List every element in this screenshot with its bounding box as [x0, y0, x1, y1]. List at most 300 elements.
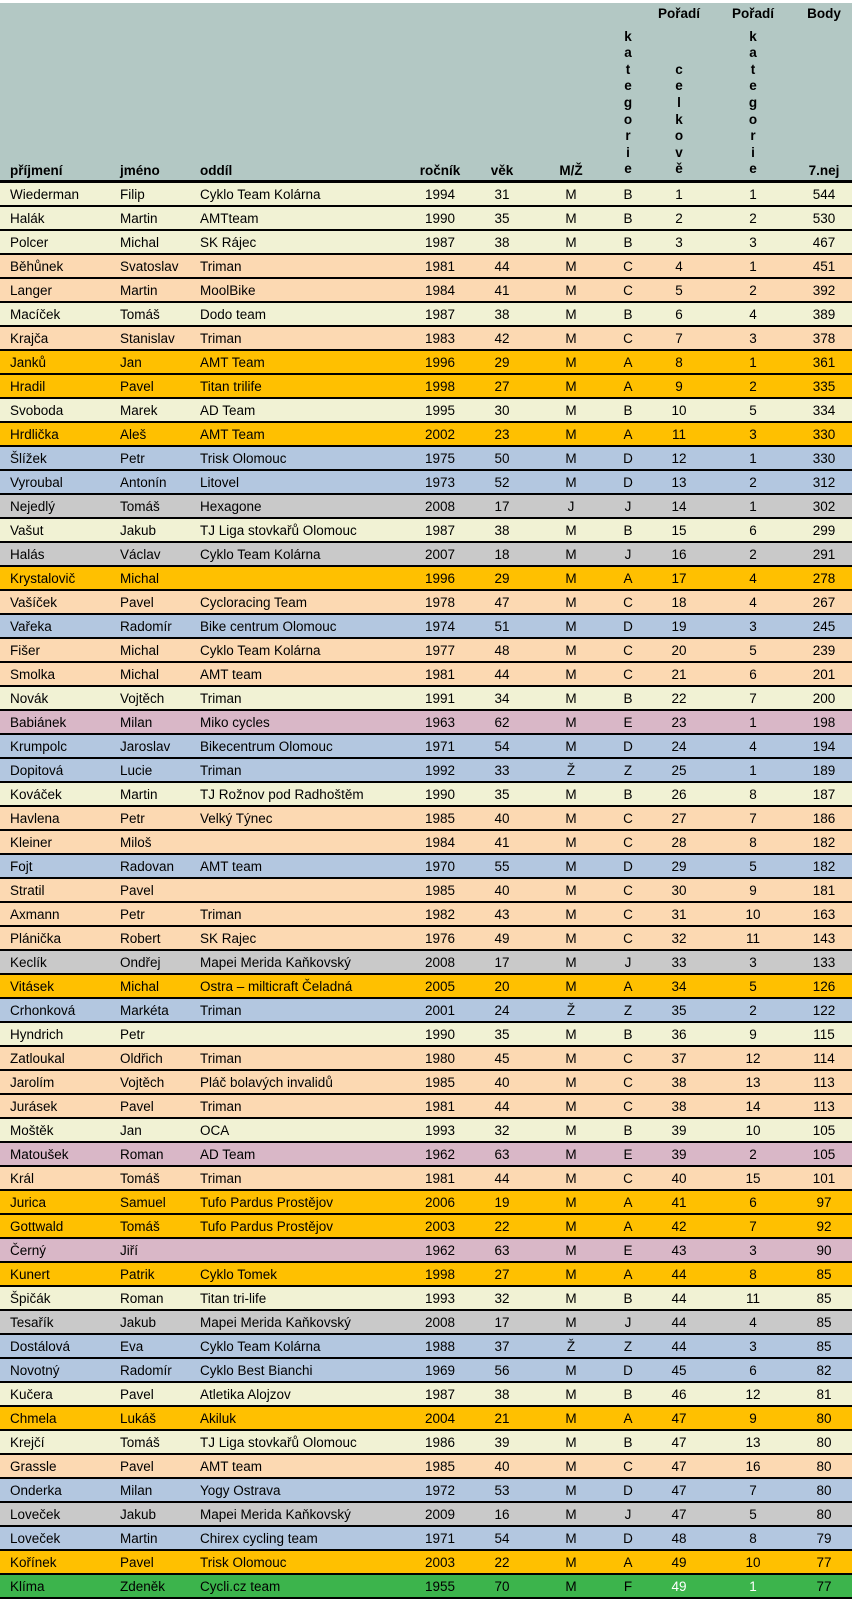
cell-points: 80 [796, 1478, 852, 1502]
cell-name: Martin [110, 278, 190, 302]
cell-points: 544 [796, 182, 852, 207]
cell-club: Trisk Olomouc [190, 1550, 410, 1574]
cell-rank-overall: 20 [648, 638, 710, 662]
cell-age: 32 [470, 1118, 534, 1142]
cell-name: Michal [110, 566, 190, 590]
cell-year: 1987 [410, 1382, 470, 1406]
table-row [0, 1526, 852, 1550]
cell-surname: Vařeka [0, 614, 110, 638]
cell-surname: Dopitová [0, 758, 110, 782]
cell-age: 30 [470, 398, 534, 422]
cell-rank-category: 9 [710, 1406, 796, 1430]
cell-year: 1971 [410, 734, 470, 758]
cell-points: 90 [796, 1238, 852, 1262]
cell-surname: Keclík [0, 950, 110, 974]
table-row [0, 1382, 852, 1406]
cell-rank-overall: 24 [648, 734, 710, 758]
cell-year: 2004 [410, 1406, 470, 1430]
cell-category: A [608, 374, 648, 398]
table-row [0, 1478, 852, 1502]
cell-gender: M [534, 278, 608, 302]
cell-age: 40 [470, 1454, 534, 1478]
table-row [0, 758, 852, 782]
cell-gender: M [534, 566, 608, 590]
cell-gender: M [534, 542, 608, 566]
header-year [410, 3, 470, 182]
cell-club: Dodo team [190, 302, 410, 326]
cell-name: Milan [110, 710, 190, 734]
cell-club: AMT Team [190, 422, 410, 446]
cell-age: 19 [470, 1190, 534, 1214]
cell-points: 182 [796, 830, 852, 854]
cell-rank-overall: 25 [648, 758, 710, 782]
cell-name: Jan [110, 350, 190, 374]
cell-rank-overall: 29 [648, 854, 710, 878]
cell-points: 302 [796, 494, 852, 518]
cell-surname: Matoušek [0, 1142, 110, 1166]
cell-rank-category: 8 [710, 1526, 796, 1550]
cell-gender: M [534, 614, 608, 638]
cell-category: D [608, 1526, 648, 1550]
cell-rank-category: 8 [710, 1262, 796, 1286]
cell-year: 1976 [410, 926, 470, 950]
cell-age: 39 [470, 1430, 534, 1454]
cell-name: Martin [110, 206, 190, 230]
table-row [0, 1046, 852, 1070]
cell-rank-category: 6 [710, 1358, 796, 1382]
cell-club: Titan tri-life [190, 1286, 410, 1310]
cell-club: Triman [190, 1094, 410, 1118]
cell-points: 392 [796, 278, 852, 302]
cell-age: 17 [470, 494, 534, 518]
cell-name: Pavel [110, 1094, 190, 1118]
cell-name: Martin [110, 1526, 190, 1550]
cell-rank-category: 1 [710, 1574, 796, 1598]
cell-year: 1984 [410, 278, 470, 302]
cell-gender: M [534, 830, 608, 854]
cell-gender: M [534, 1070, 608, 1094]
cell-points: 80 [796, 1430, 852, 1454]
cell-surname: Moštěk [0, 1118, 110, 1142]
cell-gender: M [534, 1190, 608, 1214]
cell-name: Michal [110, 974, 190, 998]
table-row [0, 1574, 852, 1598]
cell-name: Michal [110, 230, 190, 254]
cell-club: Cycli.cz team [190, 1574, 410, 1598]
cell-category: C [608, 1094, 648, 1118]
cell-rank-overall: 14 [648, 494, 710, 518]
cell-points: 194 [796, 734, 852, 758]
cell-surname: Fišer [0, 638, 110, 662]
table-row [0, 1022, 852, 1046]
header-name-label: jméno [120, 163, 160, 178]
cell-year: 1996 [410, 350, 470, 374]
cell-gender: M [534, 974, 608, 998]
cell-points: 278 [796, 566, 852, 590]
cell-rank-overall: 35 [648, 998, 710, 1022]
cell-rank-category: 6 [710, 518, 796, 542]
cell-age: 27 [470, 374, 534, 398]
cell-rank-overall: 1 [648, 182, 710, 207]
cell-club: Triman [190, 326, 410, 350]
cell-rank-overall: 36 [648, 1022, 710, 1046]
table-row [0, 398, 852, 422]
cell-age: 22 [470, 1550, 534, 1574]
cell-year: 1974 [410, 614, 470, 638]
cell-year: 1988 [410, 1334, 470, 1358]
cell-year: 1998 [410, 1262, 470, 1286]
cell-club: AD Team [190, 1142, 410, 1166]
cell-age: 38 [470, 518, 534, 542]
cell-rank-overall: 30 [648, 878, 710, 902]
cell-age: 38 [470, 302, 534, 326]
cell-year: 1975 [410, 446, 470, 470]
cell-club: Cycloracing Team [190, 590, 410, 614]
cell-rank-category: 2 [710, 470, 796, 494]
cell-gender: Ž [534, 758, 608, 782]
cell-name: Pavel [110, 590, 190, 614]
cell-rank-overall: 21 [648, 662, 710, 686]
cell-name: Stanislav [110, 326, 190, 350]
cell-year: 1995 [410, 398, 470, 422]
cell-rank-category: 6 [710, 662, 796, 686]
cell-club: TJ Liga stovkařů Olomouc [190, 518, 410, 542]
cell-rank-overall: 19 [648, 614, 710, 638]
cell-club: TJ Liga stovkařů Olomouc [190, 1430, 410, 1454]
cell-category: A [608, 350, 648, 374]
cell-year: 1981 [410, 662, 470, 686]
cell-category: C [608, 1166, 648, 1190]
cell-rank-overall: 46 [648, 1382, 710, 1406]
table-row [0, 1454, 852, 1478]
cell-club: Tufo Pardus Prostějov [190, 1214, 410, 1238]
cell-age: 53 [470, 1478, 534, 1502]
header-club-label: oddíl [200, 163, 233, 178]
cell-surname: Havlena [0, 806, 110, 830]
cell-surname: Hradil [0, 374, 110, 398]
cell-name: Pavel [110, 1550, 190, 1574]
cell-category: B [608, 302, 648, 326]
cell-name: Tomáš [110, 1214, 190, 1238]
cell-club: AMT team [190, 854, 410, 878]
cell-gender: M [534, 1094, 608, 1118]
cell-points: 82 [796, 1358, 852, 1382]
cell-gender: M [534, 1430, 608, 1454]
cell-age: 44 [470, 1166, 534, 1190]
cell-surname: Smolka [0, 662, 110, 686]
cell-surname: Halák [0, 206, 110, 230]
cell-gender: M [534, 350, 608, 374]
cell-gender: M [534, 1022, 608, 1046]
cell-surname: Kleiner [0, 830, 110, 854]
cell-surname: Kováček [0, 782, 110, 806]
cell-category: J [608, 542, 648, 566]
cell-gender: M [534, 206, 608, 230]
cell-name: Milan [110, 1478, 190, 1502]
cell-age: 37 [470, 1334, 534, 1358]
cell-surname: Vašíček [0, 590, 110, 614]
cell-name: Václav [110, 542, 190, 566]
table-row [0, 1286, 852, 1310]
cell-surname: Hyndrich [0, 1022, 110, 1046]
table-row [0, 182, 852, 207]
cell-rank-category: 3 [710, 1238, 796, 1262]
cell-rank-category: 1 [710, 494, 796, 518]
cell-name: Tomáš [110, 1430, 190, 1454]
cell-rank-category: 5 [710, 1502, 796, 1526]
cell-rank-category: 6 [710, 1190, 796, 1214]
table-row [0, 302, 852, 326]
cell-club: Ostra – milticraft Čeladná [190, 974, 410, 998]
cell-points: 182 [796, 854, 852, 878]
cell-surname: Svoboda [0, 398, 110, 422]
cell-year: 1986 [410, 1430, 470, 1454]
cell-name: Radomír [110, 614, 190, 638]
cell-points: 163 [796, 902, 852, 926]
table-row [0, 782, 852, 806]
cell-points: 80 [796, 1406, 852, 1430]
cell-year: 1998 [410, 374, 470, 398]
cell-rank-overall: 4 [648, 254, 710, 278]
cell-rank-overall: 47 [648, 1430, 710, 1454]
cell-points: 92 [796, 1214, 852, 1238]
cell-name: Radomír [110, 1358, 190, 1382]
table-row [0, 950, 852, 974]
cell-rank-category: 4 [710, 1310, 796, 1334]
cell-club: Cyklo Team Kolárna [190, 542, 410, 566]
table-row [0, 494, 852, 518]
table-row [0, 1118, 852, 1142]
header-category-vertical-label: k a t e g o r i e [623, 28, 633, 177]
cell-club: Mapei Merida Kaňkovský [190, 950, 410, 974]
cell-age: 32 [470, 1286, 534, 1310]
table-row [0, 1334, 852, 1358]
cell-club: Cyklo Tomek [190, 1262, 410, 1286]
cell-rank-category: 9 [710, 878, 796, 902]
cell-surname: Vyroubal [0, 470, 110, 494]
cell-name: Filip [110, 182, 190, 207]
cell-year: 1969 [410, 1358, 470, 1382]
cell-points: 113 [796, 1094, 852, 1118]
cell-age: 27 [470, 1262, 534, 1286]
cell-name: Miloš [110, 830, 190, 854]
cell-year: 1972 [410, 1478, 470, 1502]
cell-category: J [608, 1502, 648, 1526]
cell-gender: M [534, 1142, 608, 1166]
cell-club: Pláč bolavých invalidů [190, 1070, 410, 1094]
cell-name: Oldřich [110, 1046, 190, 1070]
cell-year: 1980 [410, 1046, 470, 1070]
cell-club: Litovel [190, 470, 410, 494]
cell-points: 79 [796, 1526, 852, 1550]
cell-rank-overall: 17 [648, 566, 710, 590]
cell-rank-category: 2 [710, 278, 796, 302]
cell-age: 52 [470, 470, 534, 494]
cell-rank-category: 4 [710, 734, 796, 758]
cell-points: 389 [796, 302, 852, 326]
cell-rank-category: 3 [710, 950, 796, 974]
table-row [0, 1406, 852, 1430]
cell-category: B [608, 1022, 648, 1046]
cell-points: 85 [796, 1310, 852, 1334]
cell-age: 70 [470, 1574, 534, 1598]
cell-points: 85 [796, 1334, 852, 1358]
header-surname-label: příjmení [10, 163, 63, 178]
cell-points: 105 [796, 1118, 852, 1142]
cell-rank-overall: 44 [648, 1334, 710, 1358]
cell-year: 1992 [410, 758, 470, 782]
cell-category: D [608, 446, 648, 470]
cell-surname: Fojt [0, 854, 110, 878]
cell-club: Cyklo Team Kolárna [190, 1334, 410, 1358]
cell-rank-overall: 41 [648, 1190, 710, 1214]
table-row [0, 374, 852, 398]
cell-points: 299 [796, 518, 852, 542]
table-row [0, 422, 852, 446]
cell-year: 1984 [410, 830, 470, 854]
table-row [0, 1238, 852, 1262]
cell-year: 1962 [410, 1142, 470, 1166]
cell-surname: Jurica [0, 1190, 110, 1214]
cell-gender: M [534, 1358, 608, 1382]
cell-category: D [608, 614, 648, 638]
header-age [470, 3, 534, 182]
cell-name: Jakub [110, 1502, 190, 1526]
cell-age: 38 [470, 230, 534, 254]
cell-points: 122 [796, 998, 852, 1022]
cell-gender: J [534, 494, 608, 518]
cell-age: 44 [470, 662, 534, 686]
table-row [0, 326, 852, 350]
cell-name: Petr [110, 1022, 190, 1046]
cell-rank-overall: 47 [648, 1502, 710, 1526]
table-row [0, 974, 852, 998]
cell-rank-category: 2 [710, 998, 796, 1022]
cell-age: 40 [470, 806, 534, 830]
cell-points: 467 [796, 230, 852, 254]
cell-gender: M [534, 1118, 608, 1142]
cell-surname: Jurásek [0, 1094, 110, 1118]
cell-club: Trisk Olomouc [190, 446, 410, 470]
cell-category: D [608, 1358, 648, 1382]
cell-year: 1981 [410, 254, 470, 278]
header-rank-category [710, 3, 796, 182]
cell-club: Bike centrum Olomouc [190, 614, 410, 638]
cell-rank-category: 3 [710, 1334, 796, 1358]
table-row [0, 566, 852, 590]
cell-category: J [608, 1310, 648, 1334]
cell-category: C [608, 326, 648, 350]
cell-year: 1990 [410, 1022, 470, 1046]
table-row [0, 350, 852, 374]
cell-year: 1993 [410, 1286, 470, 1310]
cell-surname: Halás [0, 542, 110, 566]
cell-rank-category: 11 [710, 1286, 796, 1310]
cell-rank-overall: 22 [648, 686, 710, 710]
cell-category: E [608, 1142, 648, 1166]
cell-surname: Loveček [0, 1502, 110, 1526]
cell-club: Bikecentrum Olomouc [190, 734, 410, 758]
header-gender [534, 3, 608, 182]
cell-category: C [608, 278, 648, 302]
table-row [0, 1214, 852, 1238]
cell-age: 21 [470, 1406, 534, 1430]
cell-category: C [608, 254, 648, 278]
cell-rank-overall: 37 [648, 1046, 710, 1070]
cell-year: 2005 [410, 974, 470, 998]
cell-gender: M [534, 182, 608, 207]
cell-year: 2008 [410, 950, 470, 974]
cell-rank-overall: 48 [648, 1526, 710, 1550]
cell-surname: Crhonková [0, 998, 110, 1022]
cell-rank-overall: 15 [648, 518, 710, 542]
cell-gender: M [534, 470, 608, 494]
cell-surname: Běhůnek [0, 254, 110, 278]
cell-rank-category: 5 [710, 638, 796, 662]
cell-name: Robert [110, 926, 190, 950]
cell-name: Antonín [110, 470, 190, 494]
table-row [0, 1262, 852, 1286]
cell-gender: M [534, 806, 608, 830]
cell-rank-overall: 47 [648, 1478, 710, 1502]
table-row [0, 1070, 852, 1094]
cell-points: 77 [796, 1574, 852, 1598]
cell-rank-category: 11 [710, 926, 796, 950]
cell-club [190, 1022, 410, 1046]
cell-surname: Hrdlička [0, 422, 110, 446]
cell-club: Hexagone [190, 494, 410, 518]
table-row [0, 998, 852, 1022]
cell-rank-overall: 38 [648, 1070, 710, 1094]
cell-rank-category: 1 [710, 182, 796, 207]
cell-category: C [608, 662, 648, 686]
cell-surname: Vašut [0, 518, 110, 542]
cell-gender: M [534, 926, 608, 950]
cell-club: Cyklo Team Kolárna [190, 182, 410, 207]
cell-rank-category: 9 [710, 1022, 796, 1046]
cell-gender: M [534, 902, 608, 926]
header-age-label: věk [490, 163, 514, 178]
cell-points: 105 [796, 1142, 852, 1166]
cell-category: C [608, 806, 648, 830]
cell-age: 45 [470, 1046, 534, 1070]
cell-rank-overall: 49 [648, 1574, 710, 1598]
cell-club: Triman [190, 902, 410, 926]
cell-points: 97 [796, 1190, 852, 1214]
cell-category: B [608, 398, 648, 422]
cell-surname: Langer [0, 278, 110, 302]
cell-surname: Nejedlý [0, 494, 110, 518]
cell-club [190, 830, 410, 854]
cell-gender: M [534, 1406, 608, 1430]
cell-gender: M [534, 1310, 608, 1334]
table-row [0, 590, 852, 614]
header-surname [0, 3, 110, 182]
cell-year: 2008 [410, 1310, 470, 1334]
cell-points: 80 [796, 1454, 852, 1478]
cell-category: C [608, 638, 648, 662]
cell-category: C [608, 878, 648, 902]
cell-rank-overall: 9 [648, 374, 710, 398]
cell-rank-category: 13 [710, 1430, 796, 1454]
cell-rank-category: 12 [710, 1382, 796, 1406]
cell-rank-category: 13 [710, 1070, 796, 1094]
cell-year: 1981 [410, 1094, 470, 1118]
table-row [0, 1190, 852, 1214]
cell-points: 186 [796, 806, 852, 830]
cell-surname: Černý [0, 1238, 110, 1262]
cell-category: Z [608, 998, 648, 1022]
